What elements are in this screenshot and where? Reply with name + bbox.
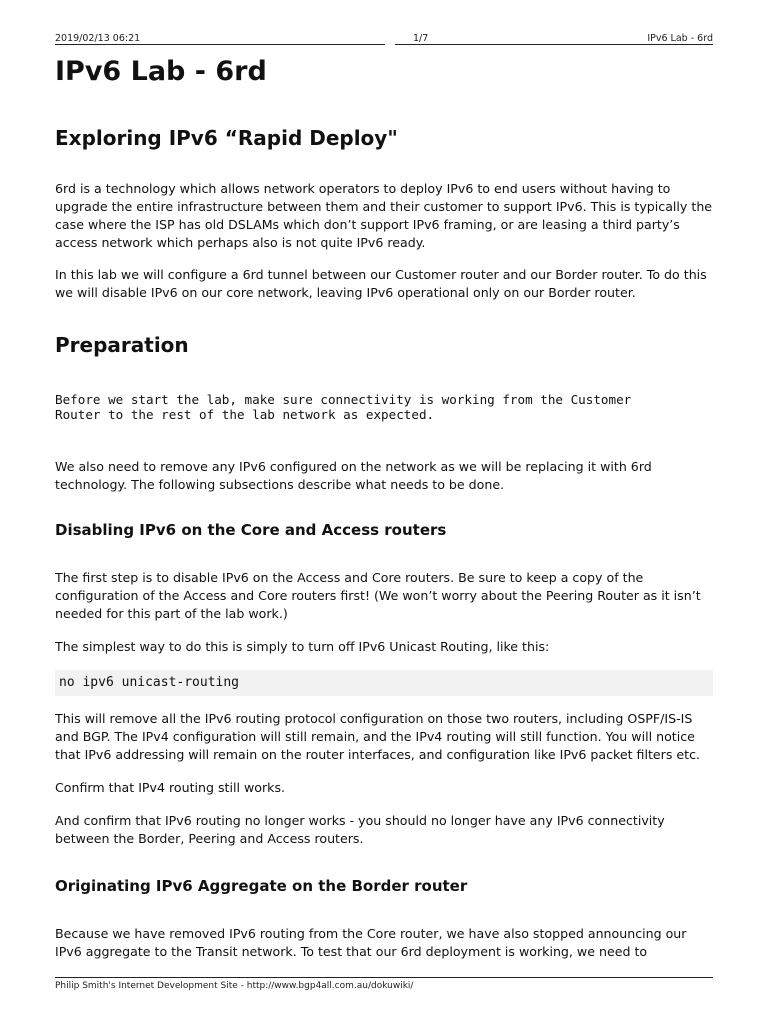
paragraph-remove-routing: This will remove all the IPv6 routing protocol configuration on those two routers, including OSPF/IS-IS and BGP. The IPv4 configuration will still remain, and the IPv4 routing will still function. You will notice that IPv6 addressing will remain on the router interfaces, and configuration like IPv6 packet filters etc.: [55, 711, 701, 762]
header-rule-right: [395, 44, 713, 45]
paragraph-first-step: The first step is to disable IPv6 on the Access and Core routers. Be sure to keep a copy of the configuration of the Access and Core routers first! (We won’t worry about the Peering Router as it isn’t needed for this part of the lab work.): [55, 570, 701, 621]
footer-rule: [55, 977, 713, 978]
paragraph-aggregate: Because we have removed IPv6 routing from the Core router, we have also stopped announcing our IPv6 aggregate to the Transit network. To test that our 6rd deployment is working, we need to: [55, 926, 687, 959]
subsection-heading-disabling: Disabling IPv6 on the Core and Access routers: [55, 521, 447, 539]
paragraph-remove-ipv6: We also need to remove any IPv6 configured on the network as we will be replacing it with 6rd technology. The following subsections describe what needs to be done.: [55, 459, 652, 492]
section-heading-exploring: Exploring IPv6 “Rapid Deploy": [55, 126, 398, 150]
paragraph-confirm-ipv6: And confirm that IPv6 routing no longer works - you should no longer have any IPv6 connectivity between the Border, Peering and Access routers.: [55, 813, 665, 846]
document-page: [55, 0, 713, 1024]
header-date: 2019/02/13 06:21: [55, 33, 141, 44]
paragraph-lab-overview: In this lab we will configure a 6rd tunnel between our Customer router and our Border router. To do this we will disable IPv6 on our core network, leaving IPv6 operational only on our Border router.: [55, 267, 707, 300]
document-title: IPv6 Lab - 6rd: [55, 56, 267, 87]
paragraph-confirm-ipv4: Confirm that IPv4 routing still works.: [55, 780, 286, 795]
section-heading-preparation: Preparation: [55, 333, 189, 357]
preformatted-note: Before we start the lab, make sure connectivity is working from the Customer Router to the rest of the lab network as expected.: [55, 392, 632, 422]
code-block: no ipv6 unicast-routing: [55, 670, 713, 696]
paragraph-6rd-intro: 6rd is a technology which allows network operators to deploy IPv6 to end users without having to upgrade the entire infrastructure between them and their customer to support IPv6. This is typically the case where the ISP has old DSLAMs which don’t support IPv6 framing, or are leasing a third party’s access network which perhaps also is not quite IPv6 ready.: [55, 181, 713, 250]
subsection-heading-originating: Originating IPv6 Aggregate on the Border router: [55, 877, 468, 895]
paragraph-simplest-way: The simplest way to do this is simply to turn off IPv6 Unicast Routing, like this:: [55, 639, 550, 654]
header-rule-left: [55, 44, 385, 45]
header-title: IPv6 Lab - 6rd: [647, 33, 713, 44]
header-page-number: 1/7: [413, 33, 429, 44]
page-footer: Philip Smith's Internet Development Site - http://www.bgp4all.com.au/dokuwiki/: [55, 981, 414, 991]
